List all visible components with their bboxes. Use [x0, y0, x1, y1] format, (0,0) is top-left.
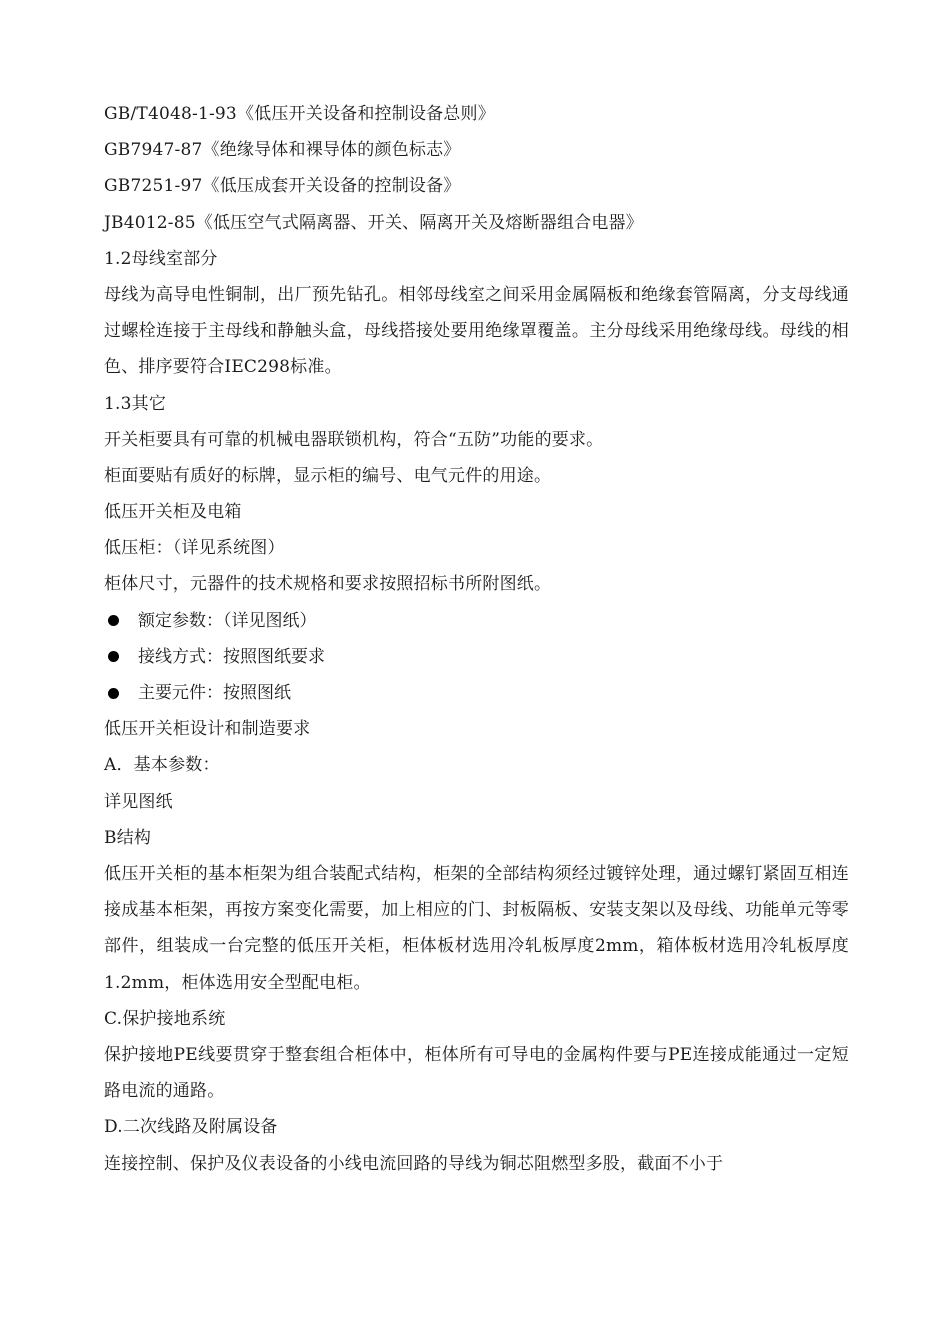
document-body [104, 96, 849, 1182]
section-heading: D.二次线路及附属设备 [104, 1117, 278, 1138]
bullet-item [104, 675, 849, 711]
text-line: 详见图纸 [104, 791, 173, 812]
bullet-icon [108, 615, 119, 626]
bullet-text: 接线方式：按照图纸要求 [138, 646, 325, 667]
section-heading: B结构 [104, 827, 152, 848]
secondary-circuit-paragraph: 连接控制、保护及仪表设备的小线电流回路的导线为铜芯阻燃型多股，截面不小于 [104, 1153, 724, 1174]
section-heading: 低压开关柜设计和制造要求 [104, 719, 311, 740]
bullet-text: 主要元件：按照图纸 [138, 683, 291, 704]
bullet-icon [108, 688, 119, 699]
text-line: 低压柜：（详见系统图） [104, 538, 285, 559]
bullet-item [104, 603, 849, 639]
text-line: 柜体尺寸，元器件的技术规格和要求按照招标书所附图纸。 [104, 574, 552, 595]
grounding-paragraph: 保护接地PE线要贯穿于整套组合柜体中，柜体所有可导电的金属构件要与PE连接成能通过一定短路电流的通路。 [104, 1044, 849, 1102]
standard-line: GB/T4048-1-93《低压开关设备和控制设备总则》 [104, 104, 495, 124]
bullet-item [104, 639, 849, 675]
section-heading: A．基本参数： [104, 755, 220, 776]
text-line: 柜面要贴有质好的标牌，显示柜的编号、电气元件的用途。 [104, 465, 552, 486]
section-heading: C.保护接地系统 [104, 1008, 226, 1029]
structure-paragraph: 低压开关柜的基本柜架为组合装配式结构，柜架的全部结构须经过镀锌处理，通过螺钉紧固互相连接成基本柜架，再按方案变化需要，加上相应的门、封板隔板、安装支架以及母线、功能单元等零部件，组装成一台完整的低压开关柜，柜体板材选用冷轧板厚度2mm，箱体板材选用冷轧板厚度1.2mm，柜体选用安全型配电柜。 [104, 863, 849, 993]
standard-line: GB7251-97《低压成套开关设备的控制设备》 [104, 176, 461, 197]
bullet-icon [108, 651, 119, 662]
section-heading-busbar: 1.2母线室部分 [104, 248, 218, 269]
section-heading-other: 1.3其它 [104, 393, 167, 414]
bullet-text: 额定参数：（详见图纸） [138, 610, 317, 631]
section-heading: 低压开关柜及电箱 [104, 502, 242, 523]
busbar-paragraph: 母线为高导电性铜制，出厂预先钻孔。相邻母线室之间采用金属隔板和绝缘套管隔离，分支母线通过螺栓连接于主母线和静触头盒，母线搭接处要用绝缘罩覆盖。主分母线采用绝缘母线。母线的相色、排序要符合IEC298标准。 [104, 284, 849, 378]
text-line: 开关柜要具有可靠的机械电器联锁机构，符合“五防”功能的要求。 [104, 429, 604, 450]
standard-line: JB4012-85《低压空气式隔离器、开关、隔离开关及熔断器组合电器》 [104, 212, 643, 233]
standard-line: GB7947-87《绝缘导体和裸导体的颜色标志》 [104, 140, 461, 161]
